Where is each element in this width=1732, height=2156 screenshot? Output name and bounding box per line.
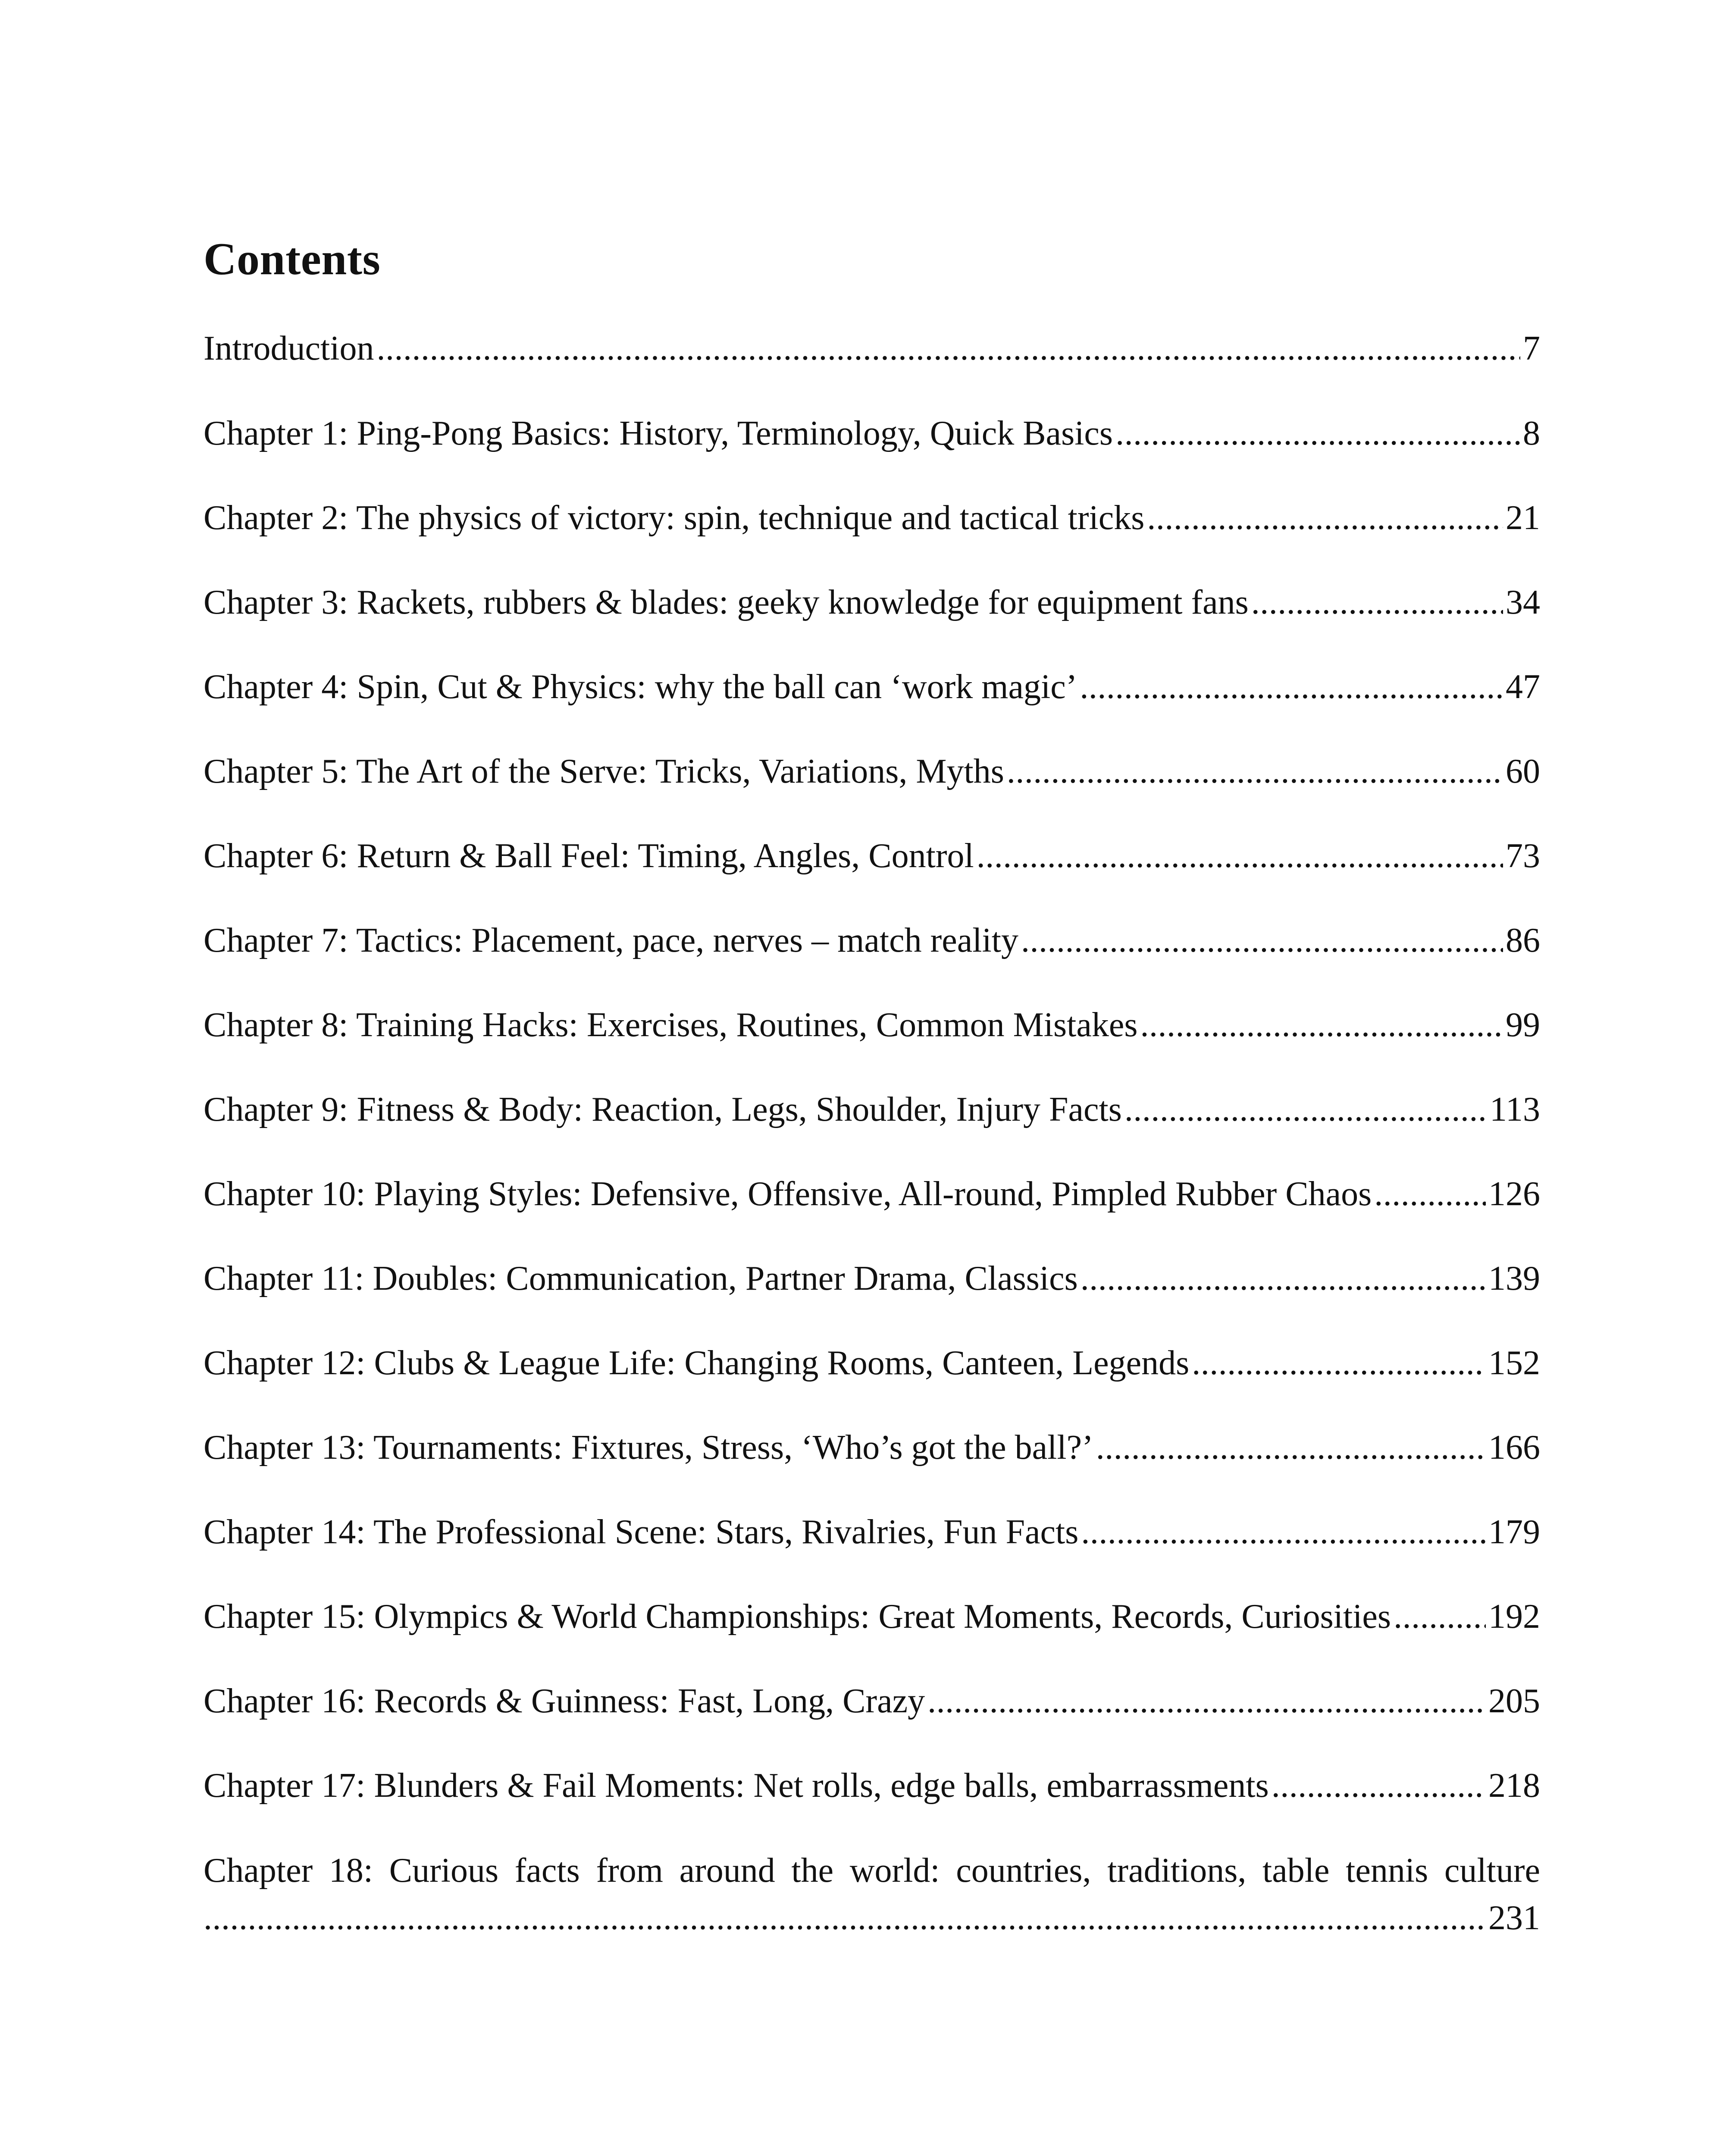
dot-leader: [1124, 1088, 1487, 1131]
toc-entry[interactable]: [204, 1003, 1540, 1047]
toc-entry[interactable]: [204, 1595, 1540, 1638]
toc-entry-label: Introduction: [204, 329, 374, 367]
page-title: Contents: [204, 234, 381, 284]
dot-leader: [1394, 1595, 1486, 1638]
toc-entry-label: Chapter 2: The physics of victory: spin, technique and tactical tricks: [204, 499, 1145, 537]
toc-entry[interactable]: [204, 1341, 1540, 1385]
toc-entry[interactable]: [204, 1172, 1540, 1216]
toc-entry[interactable]: [204, 919, 1540, 962]
dot-leader: [927, 1680, 1486, 1723]
dot-leader: [1115, 412, 1520, 455]
toc-entry[interactable]: [204, 1426, 1540, 1469]
dot-leader: [204, 1894, 1486, 1942]
toc-entry-page: 126: [1488, 1175, 1540, 1213]
dot-leader: [1007, 750, 1503, 793]
toc-entry-label: Chapter 8: Training Hacks: Exercises, Routines, Common Mistakes: [204, 1006, 1138, 1044]
toc-entry-page: 192: [1488, 1598, 1540, 1636]
toc-entry-label: Chapter 4: Spin, Cut & Physics: why the ball can ‘work magic’: [204, 668, 1077, 706]
dot-leader: [1251, 581, 1503, 624]
toc-entry-label: Chapter 3: Rackets, rubbers & blades: geeky knowledge for equipment fans: [204, 583, 1249, 621]
toc-entry[interactable]: [204, 496, 1540, 539]
toc-entry-label: Chapter 16: Records & Guinness: Fast, Long, Crazy: [204, 1682, 925, 1720]
toc-entry-label: Chapter 12: Clubs & League Life: Changing Rooms, Canteen, Legends: [204, 1344, 1190, 1382]
dot-leader: [1147, 496, 1503, 539]
toc-entry-page: 113: [1489, 1091, 1540, 1128]
toc-entry-label: Chapter 15: Olympics & World Championships: Great Moments, Records, Curiosities: [204, 1598, 1391, 1636]
toc-entry-label: Chapter 5: The Art of the Serve: Tricks, Variations, Myths: [204, 752, 1004, 790]
toc-entry-label: Chapter 17: Blunders & Fail Moments: Net rolls, edge balls, embarrassments: [204, 1767, 1269, 1805]
dot-leader: [1081, 1257, 1486, 1300]
toc-entry-page: 34: [1506, 583, 1540, 621]
toc-entry-page: 139: [1488, 1260, 1540, 1297]
toc-entry[interactable]: [204, 412, 1540, 455]
toc-entry[interactable]: [204, 327, 1540, 370]
dot-leader: [1081, 1510, 1486, 1554]
toc-entry[interactable]: [204, 750, 1540, 793]
toc-entry[interactable]: [204, 1257, 1540, 1300]
dot-leader: [1272, 1764, 1486, 1807]
toc-entry-page: 99: [1506, 1006, 1540, 1044]
toc-entry-page: 8: [1523, 414, 1540, 452]
dot-leader: [1192, 1341, 1486, 1385]
toc-entry-page: 60: [1506, 752, 1540, 790]
dot-leader: [1140, 1003, 1503, 1047]
toc-entry-label: Chapter 7: Tactics: Placement, pace, nerves – match reality: [204, 921, 1018, 959]
toc-entry-label: Chapter 18: Curious facts from around the world: countries, traditions, table tennis culture: [204, 1852, 1540, 1890]
dot-leader: [1374, 1172, 1486, 1216]
toc-entry-page: 7: [1523, 329, 1540, 367]
dot-leader: [1080, 665, 1503, 708]
toc-entry[interactable]: [204, 581, 1540, 624]
toc-entry-label: Chapter 11: Doubles: Communication, Partner Drama, Classics: [204, 1260, 1078, 1297]
toc-entry-label: Chapter 1: Ping-Pong Basics: History, Terminology, Quick Basics: [204, 414, 1113, 452]
dot-leader: [1021, 919, 1503, 962]
toc-entry-page: 73: [1506, 837, 1540, 875]
toc-entry[interactable]: [204, 1510, 1540, 1554]
toc-entry-page: 86: [1506, 921, 1540, 959]
toc-entry-page: 166: [1488, 1429, 1540, 1467]
toc-entry-page: 47: [1506, 668, 1540, 706]
toc-entry-page: 231: [1488, 1899, 1540, 1937]
dot-leader: [977, 834, 1503, 877]
toc-entry-page: 179: [1488, 1513, 1540, 1551]
toc-entry[interactable]: [204, 1088, 1540, 1131]
toc-entry[interactable]: [204, 1764, 1540, 1807]
toc-entry-page: 21: [1506, 499, 1540, 537]
toc-entry[interactable]: [204, 1680, 1540, 1723]
toc-entry[interactable]: [204, 1847, 1540, 1942]
toc-entry-label: Chapter 9: Fitness & Body: Reaction, Legs, Shoulder, Injury Facts: [204, 1091, 1122, 1128]
toc-entry[interactable]: [204, 834, 1540, 877]
toc-entry[interactable]: [204, 665, 1540, 708]
dot-leader: [1096, 1426, 1486, 1469]
toc-entry-label: Chapter 14: The Professional Scene: Stars, Rivalries, Fun Facts: [204, 1513, 1079, 1551]
toc-entry-label: Chapter 13: Tournaments: Fixtures, Stress, ‘Who’s got the ball?’: [204, 1429, 1093, 1467]
toc-page: [204, 0, 1540, 2156]
toc-entry-page: 152: [1488, 1344, 1540, 1382]
toc-entry-page: 205: [1488, 1682, 1540, 1720]
toc-entry-label: Chapter 10: Playing Styles: Defensive, Offensive, All-round, Pimpled Rubber Chaos: [204, 1175, 1372, 1213]
toc-entry-leader-line: [204, 1894, 1540, 1942]
toc-entry-label: Chapter 6: Return & Ball Feel: Timing, Angles, Control: [204, 837, 974, 875]
dot-leader: [376, 327, 1520, 370]
toc-entry-page: 218: [1488, 1767, 1540, 1805]
